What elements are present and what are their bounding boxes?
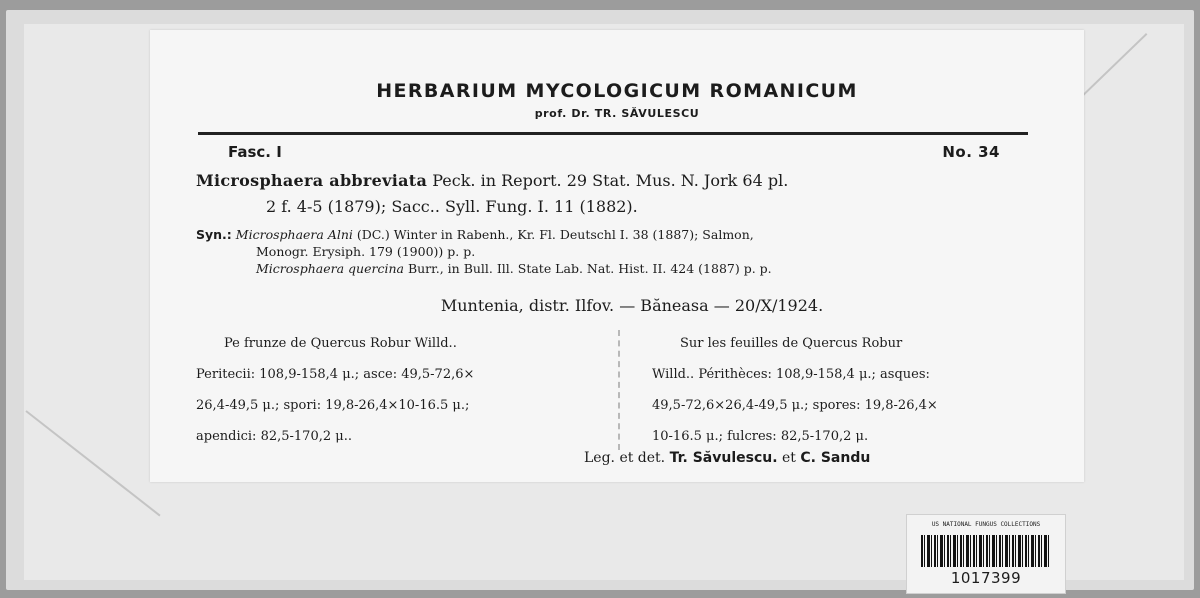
description-romanian xyxy=(196,328,596,452)
synonyms-label: Syn.: xyxy=(196,227,232,242)
barcode-icon xyxy=(921,535,1051,567)
specimen-packet xyxy=(6,10,1194,590)
herbarium-label xyxy=(150,30,1084,482)
synonym-2-name: Microsphaera quercina xyxy=(256,261,404,276)
species-reference-1: Peck. in Report. 29 Stat. Mus. N. Jork 64 pl. xyxy=(432,171,789,190)
herbarium-title: HERBARIUM MYCOLOGICUM ROMANICUM xyxy=(376,80,858,102)
synonym-1-continued: Monogr. Erysiph. 179 (1900)) p. p. xyxy=(256,244,476,259)
fascicle-number: Fasc. I xyxy=(228,143,282,161)
species-name: Microsphaera abbreviata xyxy=(196,171,428,190)
description-line: Willd.. Périthèces: 108,9-158,4 μ.; asques: xyxy=(652,367,930,382)
collector-prefix: Leg. et det. xyxy=(584,450,666,466)
description-line: Peritecii: 108,9-158,4 μ.; asce: 49,5-72,6× xyxy=(196,367,475,382)
collector-line xyxy=(584,450,870,466)
synonyms xyxy=(196,226,1056,277)
header-rule xyxy=(198,132,1028,135)
description-line: Pe frunze de Quercus Robur Willd.. xyxy=(224,336,457,351)
herbarium-subtitle: prof. Dr. TR. SĂVULESCU xyxy=(534,107,700,120)
synonym-2 xyxy=(196,260,1056,277)
description-line: apendici: 82,5-170,2 μ.. xyxy=(196,429,352,444)
barcode-number: 1017399 xyxy=(950,569,1022,587)
collector-conjunction: et xyxy=(782,450,796,466)
description-line: 10-16.5 μ.; fulcres: 82,5-170,2 μ. xyxy=(652,429,869,444)
synonym-2-citation: Burr., in Bull. Ill. State Lab. Nat. Hist. II. 424 (1887) p. p. xyxy=(407,261,772,276)
locality: Muntenia, distr. Ilfov. — Băneasa — 20/X/1924. xyxy=(440,296,824,315)
description-line: 49,5-72,6×26,4-49,5 μ.; spores: 19,8-26,4× xyxy=(652,398,938,413)
species-reference-2: 2 f. 4-5 (1879); Sacc.. Syll. Fung. I. 11 (1882). xyxy=(266,197,638,216)
synonym-1-citation: (DC.) Winter in Rabenh., Kr. Fl. Deutschl I. 38 (1887); Salmon, xyxy=(356,227,754,242)
synonym-1-name: Microsphaera Alni xyxy=(235,227,353,242)
barcode-title: US NATIONAL FUNGUS COLLECTIONS xyxy=(931,521,1041,528)
description-line: 26,4-49,5 μ.; spori: 19,8-26,4×10-16.5 μ.; xyxy=(196,398,470,413)
description-line: Sur les feuilles de Quercus Robur xyxy=(680,336,903,351)
species-citation xyxy=(196,168,1056,220)
specimen-number: No. 34 xyxy=(942,143,1000,161)
description-french xyxy=(652,328,1042,452)
column-divider xyxy=(618,330,620,450)
barcode-sticker xyxy=(906,514,1066,594)
collector-name-1: Tr. Săvulescu. xyxy=(669,450,778,466)
collector-name-2: C. Sandu xyxy=(800,450,871,466)
